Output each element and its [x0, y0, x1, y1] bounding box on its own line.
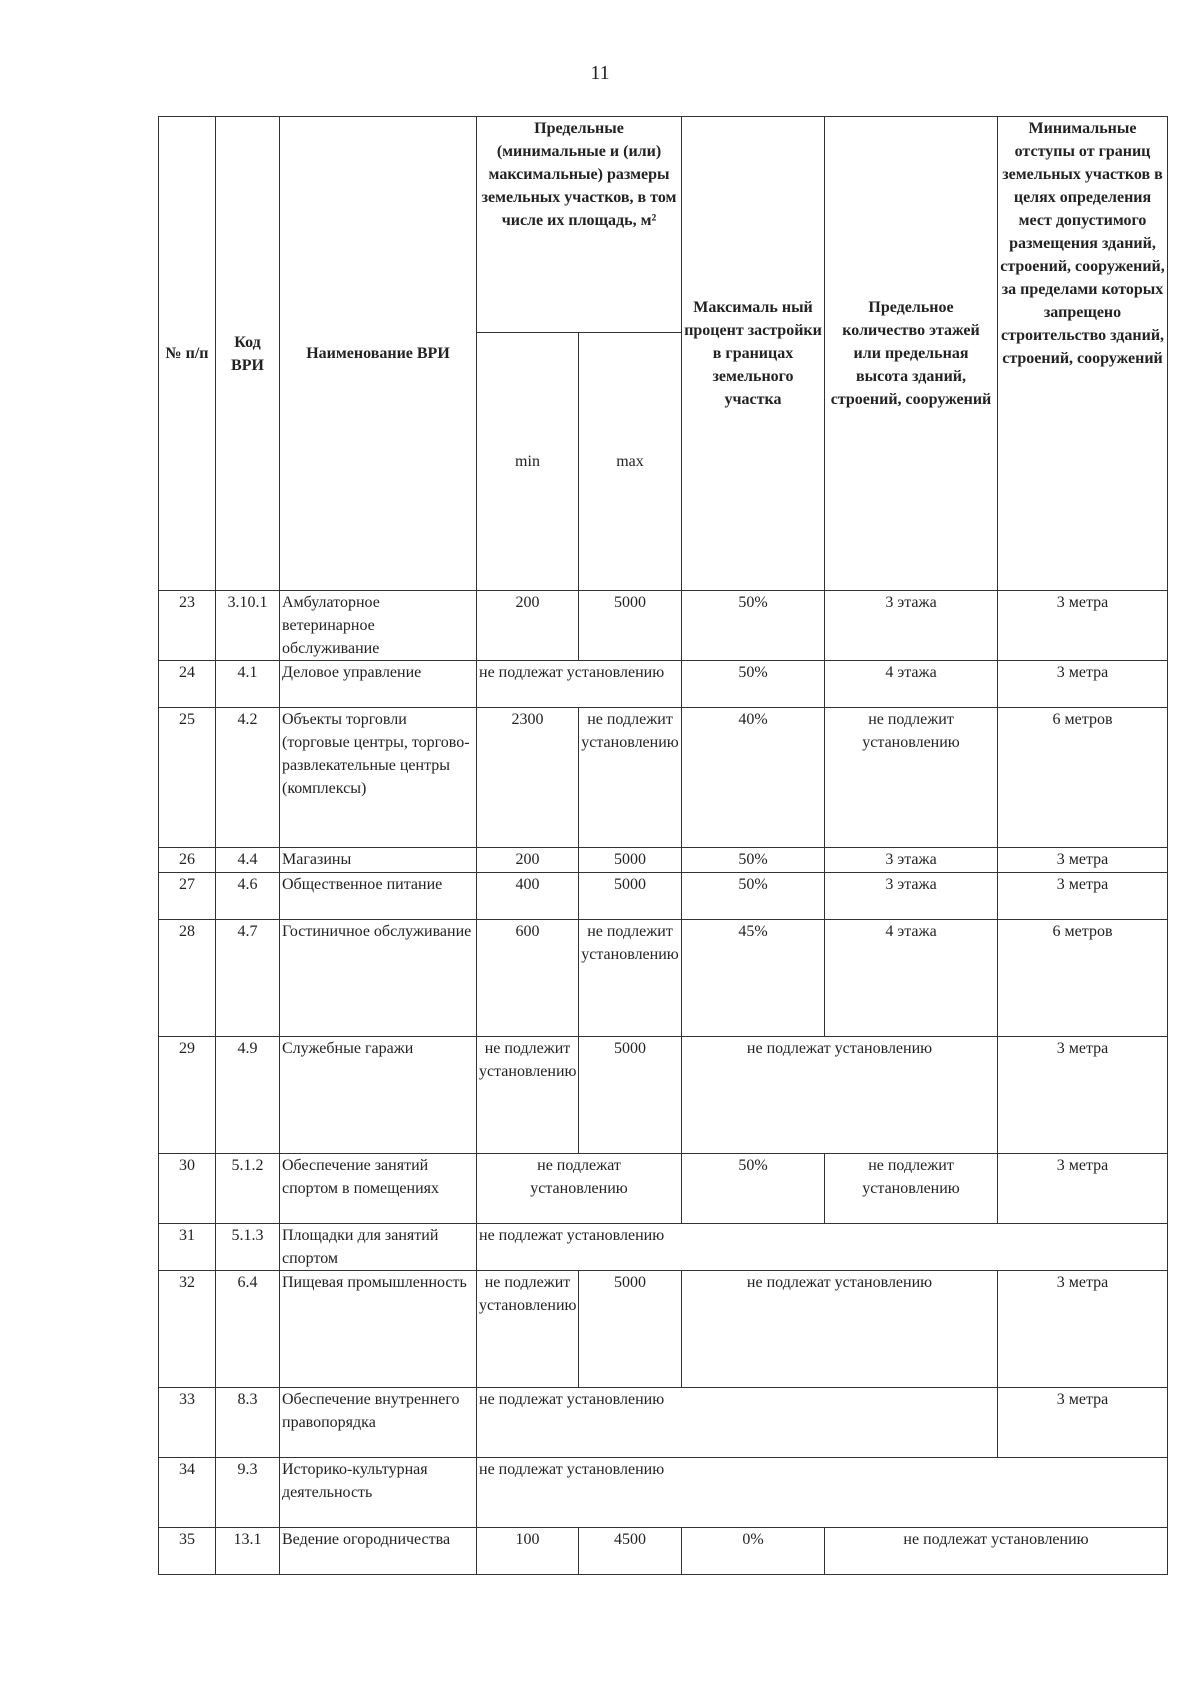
header-max: max: [579, 333, 682, 591]
table-row: [159, 1271, 1168, 1388]
table-row: [159, 708, 1168, 848]
row-floors: 3 этажа: [825, 873, 998, 920]
table-row: [159, 873, 1168, 920]
row-percent: 45%: [682, 920, 825, 1037]
row-min: не подлежит установлению: [477, 1037, 579, 1154]
row-setback: 3 метра: [998, 1154, 1168, 1224]
table-row: [159, 1458, 1168, 1528]
row-min: 400: [477, 873, 579, 920]
row-floors: не подлежит установлению: [825, 1154, 998, 1224]
row-max: 5000: [579, 1271, 682, 1388]
row-code: 5.1.2: [216, 1154, 280, 1224]
row-num: 34: [159, 1458, 216, 1528]
row-num: 25: [159, 708, 216, 848]
row-name: Историко-культурная деятельность: [280, 1458, 477, 1528]
header-num: № п/п: [159, 117, 216, 591]
table-row: [159, 1154, 1168, 1224]
row-setback: 6 метров: [998, 708, 1168, 848]
row-num: 32: [159, 1271, 216, 1388]
row-all: не подлежат установлению: [477, 1388, 998, 1458]
header-min: min: [477, 333, 579, 591]
header-setback: Минимальные отступы от границ земельных участков в целях определения мест допустимого размещения зданий, строений, сооружений, за пределами которых запрещено строительство зданий, строений, сооружений: [998, 117, 1168, 591]
table-row: [159, 848, 1168, 873]
row-min: 600: [477, 920, 579, 1037]
row-floors: 3 этажа: [825, 848, 998, 873]
row-setback: 3 метра: [998, 1271, 1168, 1388]
row-name: Обеспечение занятий спортом в помещениях: [280, 1154, 477, 1224]
row-percent: 50%: [682, 661, 825, 708]
row-setback: 3 метра: [998, 1388, 1168, 1458]
row-floors: 4 этажа: [825, 661, 998, 708]
row-code: 5.1.3: [216, 1224, 280, 1271]
row-code: 4.6: [216, 873, 280, 920]
row-code: 6.4: [216, 1271, 280, 1388]
table-row: [159, 1388, 1168, 1458]
row-code: 4.2: [216, 708, 280, 848]
row-percent: 50%: [682, 873, 825, 920]
row-code: 4.4: [216, 848, 280, 873]
row-setback: 3 метра: [998, 661, 1168, 708]
row-setback: 3 метра: [998, 591, 1168, 661]
row-num: 24: [159, 661, 216, 708]
row-min: не подлежит установлению: [477, 1271, 579, 1388]
header-floors: Предельное количество этажей или предельная высота зданий, строений, сооружений: [825, 117, 998, 591]
row-floors: 4 этажа: [825, 920, 998, 1037]
row-setback: 3 метра: [998, 1037, 1168, 1154]
table-row: [159, 1037, 1168, 1154]
table-row: [159, 1224, 1168, 1271]
row-min: 100: [477, 1528, 579, 1575]
row-name: Объекты торговли (торговые центры, торгово-развлекательные центры (комплексы): [280, 708, 477, 848]
row-name: Пищевая промышленность: [280, 1271, 477, 1388]
row-min: 200: [477, 848, 579, 873]
row-name: Площадки для занятий спортом: [280, 1224, 477, 1271]
row-num: 33: [159, 1388, 216, 1458]
row-max: 5000: [579, 873, 682, 920]
row-max: 5000: [579, 591, 682, 661]
row-num: 28: [159, 920, 216, 1037]
row-num: 35: [159, 1528, 216, 1575]
row-num: 26: [159, 848, 216, 873]
row-code: 8.3: [216, 1388, 280, 1458]
row-min: 2300: [477, 708, 579, 848]
row-name: Деловое управление: [280, 661, 477, 708]
row-percent-floors: не подлежат установлению: [682, 1037, 998, 1154]
row-floors: не подлежит установлению: [825, 708, 998, 848]
row-name: Амбулаторное ветеринарное обслуживание: [280, 591, 477, 661]
row-num: 23: [159, 591, 216, 661]
header-code: Код ВРИ: [216, 117, 280, 591]
row-setback: 3 метра: [998, 848, 1168, 873]
row-max: 4500: [579, 1528, 682, 1575]
row-minmax: не подлежат установлению: [477, 661, 682, 708]
row-all: не подлежат установлению: [477, 1224, 1168, 1271]
table-row: [159, 661, 1168, 708]
row-percent: 40%: [682, 708, 825, 848]
row-num: 30: [159, 1154, 216, 1224]
table-row: [159, 1528, 1168, 1575]
row-code: 4.7: [216, 920, 280, 1037]
row-floors-setback: не подлежат установлению: [825, 1528, 1168, 1575]
row-floors: 3 этажа: [825, 591, 998, 661]
header-name: Наименование ВРИ: [280, 117, 477, 591]
row-max: не подлежит установлению: [579, 708, 682, 848]
row-name: Ведение огородничества: [280, 1528, 477, 1575]
row-max: 5000: [579, 1037, 682, 1154]
row-all: не подлежат установлению: [477, 1458, 1168, 1528]
row-name: Общественное питание: [280, 873, 477, 920]
row-code: 9.3: [216, 1458, 280, 1528]
row-name: Обеспечение внутреннего правопорядка: [280, 1388, 477, 1458]
row-percent: 0%: [682, 1528, 825, 1575]
header-percent: Максималь ный процент застройки в границах земельного участка: [682, 117, 825, 591]
row-setback: 3 метра: [998, 873, 1168, 920]
table-row: [159, 591, 1168, 661]
row-max: не подлежит установлению: [579, 920, 682, 1037]
row-num: 27: [159, 873, 216, 920]
row-name: Гостиничное обслуживание: [280, 920, 477, 1037]
row-num: 31: [159, 1224, 216, 1271]
row-code: 3.10.1: [216, 591, 280, 661]
row-num: 29: [159, 1037, 216, 1154]
row-minmax: не подлежат установлению: [477, 1154, 682, 1224]
row-percent: 50%: [682, 1154, 825, 1224]
row-percent: 50%: [682, 848, 825, 873]
row-max: 5000: [579, 848, 682, 873]
table-row: [159, 920, 1168, 1037]
row-code: 4.1: [216, 661, 280, 708]
row-name: Магазины: [280, 848, 477, 873]
header-sizes: Предельные (минимальные и (или) максимальные) размеры земельных участков, в том числе их площадь, м²: [477, 117, 682, 333]
row-name: Служебные гаражи: [280, 1037, 477, 1154]
row-code: 13.1: [216, 1528, 280, 1575]
row-min: 200: [477, 591, 579, 661]
row-setback: 6 метров: [998, 920, 1168, 1037]
row-percent-floors: не подлежат установлению: [682, 1271, 998, 1388]
row-percent: 50%: [682, 591, 825, 661]
page-number: 11: [590, 62, 610, 84]
row-code: 4.9: [216, 1037, 280, 1154]
vri-table: [158, 116, 1168, 1575]
